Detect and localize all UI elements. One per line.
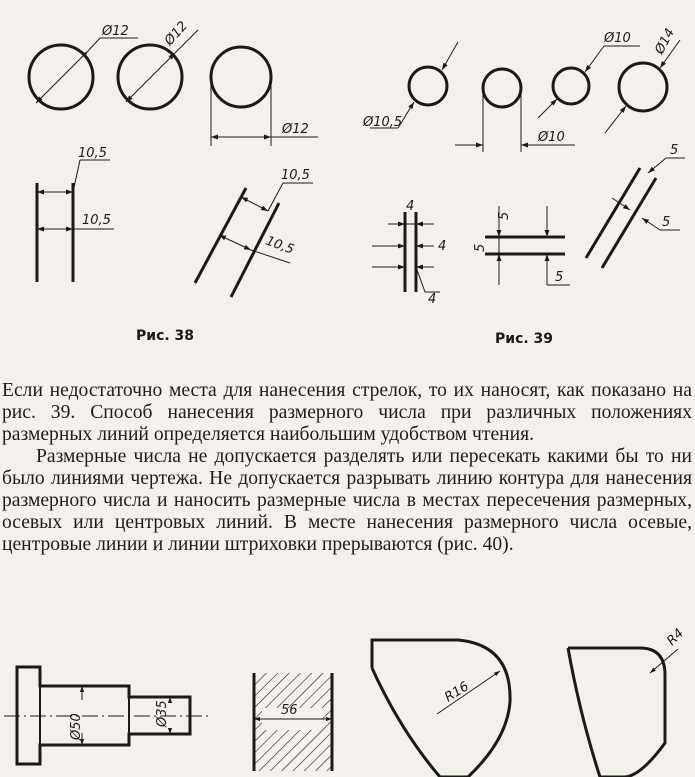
circle-1 (29, 45, 93, 109)
fig40-d35-label: Ø35 (155, 700, 170, 727)
circle-d105 (409, 67, 447, 105)
fig38-dim-top-label: 10,5 (78, 146, 107, 161)
fig39-d105-label: Ø10,5 (363, 115, 403, 130)
fig38-dim-slant-top-label: 10,5 (281, 168, 310, 183)
circle-d10-a (483, 69, 521, 107)
body-text (2, 380, 692, 556)
fig39-v4-bottom-label: 4 (428, 292, 437, 307)
fig38-d3-label: Ø12 (282, 122, 309, 137)
fig39-s5-top-label: 5 (670, 143, 679, 158)
fig39-s5-bottom-label: 5 (662, 215, 671, 230)
fig38-dim-slant-mid-label: 10,5 (263, 233, 296, 258)
fig38-dim-mid-label: 10,5 (82, 213, 111, 228)
fig39-d14-label: Ø14 (652, 26, 679, 57)
paragraph-2: Размерные числа не допускается разделять или пересекать какими бы то ни было линиями чертежа. Не допускается разрывать линию контура для нанесения размерного числа и наносить размерные числа в местах пересечения размерных, осевых или центровых линий. В месте нанесения размерного числа осевые, центровые линии и линии штриховки прерываются (рис. 40). (2, 446, 692, 555)
fig39-h5-top-label: 5 (497, 211, 512, 220)
figure-39-caption: Рис. 39 (495, 331, 554, 347)
fig40-d50-label: Ø50 (69, 713, 84, 740)
fig39-v4-mid-label: 4 (438, 239, 447, 254)
fig39-h5-left-label: 5 (473, 243, 488, 252)
fig40-r4-label: R4 (664, 625, 688, 649)
plate-r4 (568, 648, 665, 777)
circle-2 (118, 45, 182, 109)
fig39-h5-bottom-label: 5 (555, 270, 564, 285)
fig39-d10-bottom-label: Ø10 (538, 130, 565, 145)
fig40-r16-label: R16 (442, 679, 472, 706)
circle-d10-b (553, 68, 589, 104)
figure-39 (350, 0, 695, 320)
fig40-s56-label: 56 (281, 703, 298, 718)
figure-38 (0, 0, 340, 320)
fig38-d1-label: Ø12 (102, 24, 129, 39)
plate-r16 (372, 640, 510, 777)
circle-3 (211, 47, 271, 107)
fig39-d10-top-label: Ø10 (604, 31, 631, 46)
fig39-v4-top-label: 4 (406, 199, 415, 214)
figure-38-caption: Рис. 38 (136, 328, 195, 344)
fig38-d2-label: Ø12 (161, 18, 191, 49)
circle-d14 (619, 63, 667, 111)
figure-40 (0, 625, 695, 777)
paragraph-1: Если недостаточно места для нанесения стрелок, то их наносят, как показано на рис. 39. Способ нанесения размерного числа при различных положениях размерных линий определяется наибольшим удобством чтения. (2, 380, 692, 445)
